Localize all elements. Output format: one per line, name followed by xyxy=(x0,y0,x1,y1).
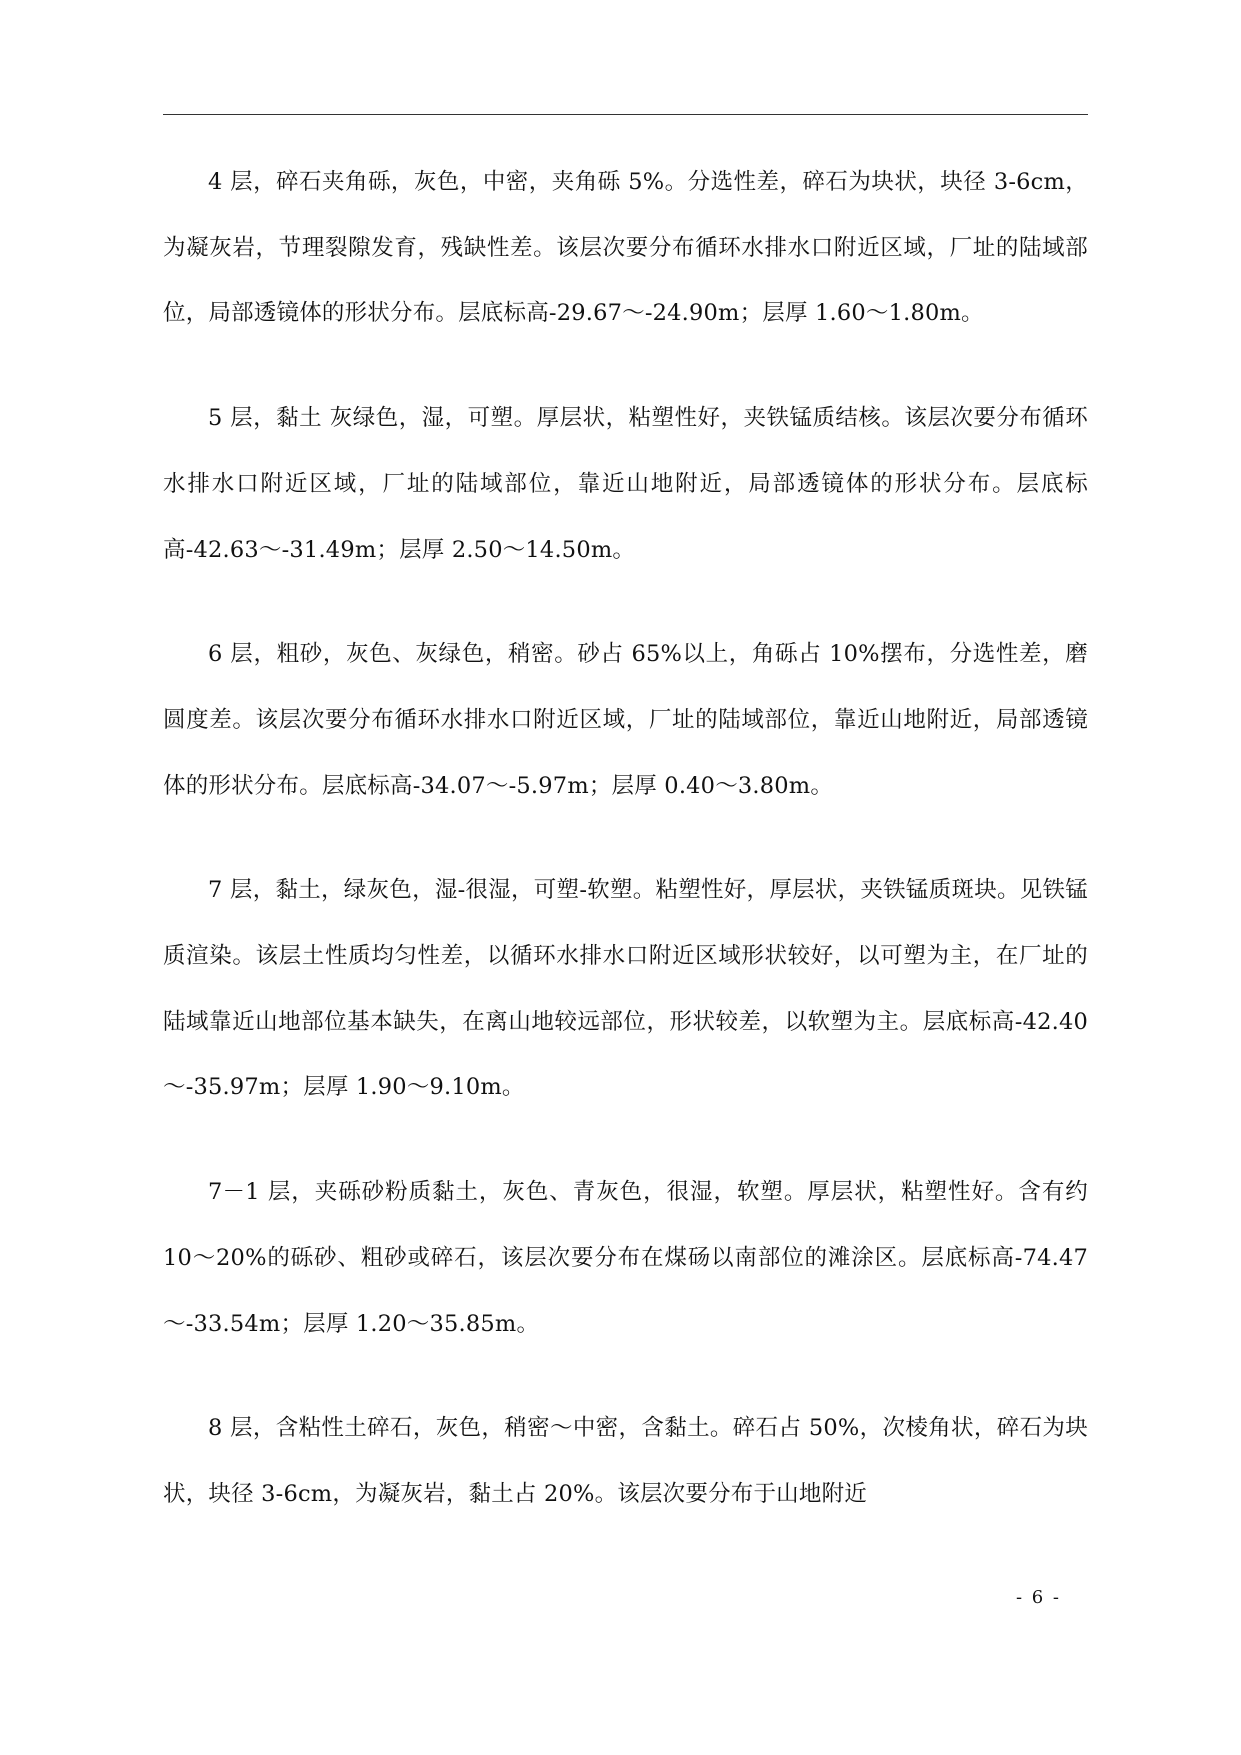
paragraph-layer-5: 5 层，黏土 灰绿色，湿，可塑。厚层状，粘塑性好，夹铁锰质结核。该层次要分布循环水排水口附近区域，厂址的陆域部位，靠近山地附近，局部透镜体的形状分布。层底标高-42.63～-31.49m；层厚 2.50～14.50m。 xyxy=(163,405,1088,563)
paragraph-layer-4: 4 层，碎石夹角砾，灰色，中密，夹角砾 5%。分选性差，碎石为块状，块径 3-6cm，为凝灰岩，节理裂隙发育，残缺性差。该层次要分布循环水排水口附近区域，厂址的陆域部位，局部透镜体的形状分布。层底标高-29.67～-24.90m；层厚 1.60～1.80m。 xyxy=(163,169,1088,327)
header-rule xyxy=(163,114,1088,115)
paragraph-layer-7: 7 层，黏土，绿灰色，湿-很湿，可塑-软塑。粘塑性好，厚层状，夹铁锰质斑块。见铁锰质渲染。该层土性质均匀性差，以循环水排水口附近区域形状较好，以可塑为主，在厂址的陆域靠近山地部位基本缺失，在离山地较远部位，形状较差，以软塑为主。层底标高-42.40～-35.97m；层厚 1.90～9.10m。 xyxy=(163,877,1088,1101)
paragraph-layer-8: 8 层，含粘性土碎石，灰色，稍密～中密，含黏土。碎石占 50%，次棱角状，碎石为块状，块径 3-6cm，为凝灰岩，黏土占 20%。该层次要分布于山地附近 xyxy=(163,1415,1088,1507)
document-body xyxy=(163,150,1088,1528)
paragraph-layer-6: 6 层，粗砂，灰色、灰绿色，稍密。砂占 65%以上，角砾占 10%摆布，分选性差，磨圆度差。该层次要分布循环水排水口附近区域，厂址的陆域部位，靠近山地附近，局部透镜体的形状分布。层底标高-34.07～-5.97m；层厚 0.40～3.80m。 xyxy=(163,641,1088,799)
paragraph-layer-7-1: 7－1 层，夹砾砂粉质黏土，灰色、青灰色，很湿，软塑。厚层状，粘塑性好。含有约 10～20%的砾砂、粗砂或碎石，该层次要分布在煤砀以南部位的滩涂区。层底标高-74.47～-33.54m；层厚 1.20～35.85m。 xyxy=(163,1179,1088,1337)
page-number: - 6 - xyxy=(1015,1587,1061,1608)
